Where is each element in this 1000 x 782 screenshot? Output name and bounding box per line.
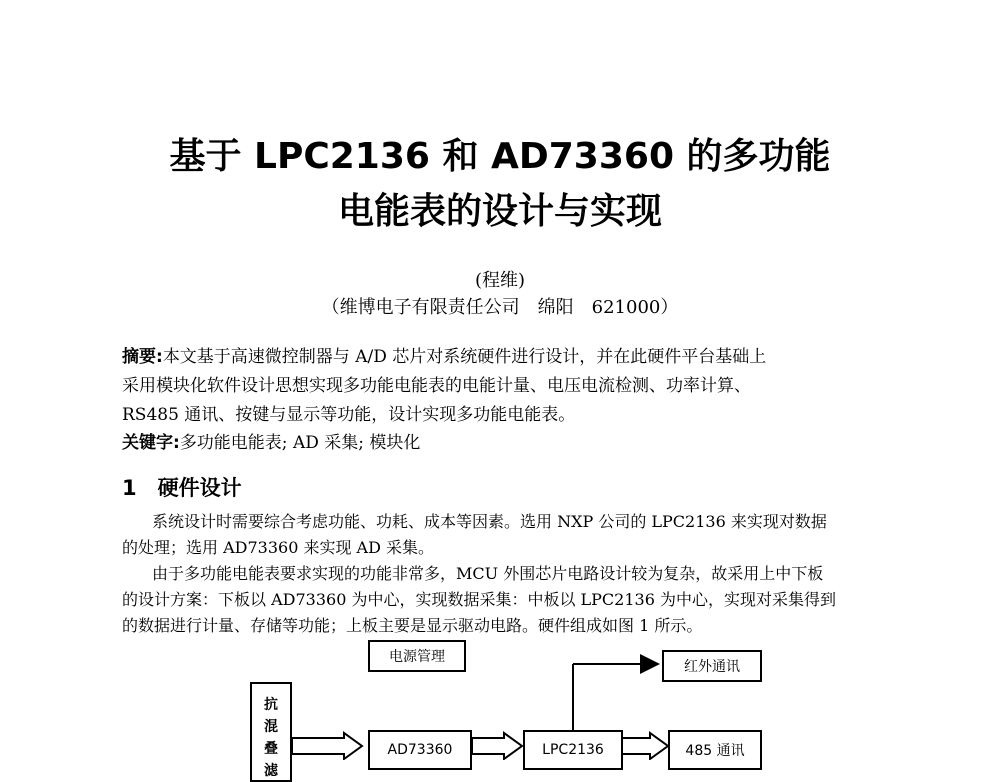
section-p1-line2: 的处理；选用 AD73360 来实现 AD 采集。 (122, 538, 435, 557)
paper-title-line2: 电能表的设计与实现 (337, 191, 662, 232)
filter-char-3: 叠 (264, 741, 278, 757)
affiliation: （维博电子有限责任公司 绵阳 621000） (321, 297, 679, 318)
anti-alias-filter-box (250, 682, 292, 782)
filter-char-4: 滤 (264, 763, 278, 779)
section-p1-line1: 系统设计时需要综合考虑功能、功耗、成本等因素。选用 NXP 公司的 LPC2136 来实现对数据 (152, 512, 827, 531)
arrow-filter-to-adc (292, 733, 362, 759)
filter-char-1: 抗 (264, 697, 278, 713)
abstract-line3: RS485 通讯、按键与显示等功能，设计实现多功能电能表。 (122, 405, 576, 425)
keywords-label: 关键字: (122, 433, 180, 453)
arrow-adc-to-mcu (472, 733, 522, 759)
section-heading: 1 硬件设计 (122, 476, 242, 500)
infrared-comm-box: 红外通讯 (662, 650, 762, 682)
lpc2136-box: LPC2136 (523, 730, 623, 770)
section-p2-line2: 的设计方案：下板以 AD73360 为中心，实现数据采集：中板以 LPC2136 为中心，实现对采集得到 (122, 590, 836, 609)
abstract-text-1: 本文基于高速微控制器与 A/D 芯片对系统硬件进行设计，并在此硬件平台基础上 (162, 347, 767, 367)
rs485-comm-box: 485 通讯 (668, 730, 762, 770)
power-management-box: 电源管理 (368, 640, 466, 672)
section-p2-line3: 的数据进行计量、存储等功能；上板主要是显示驱动电路。硬件组成如图 1 所示。 (122, 616, 703, 635)
abstract-label: 摘要: (122, 347, 163, 367)
keywords-text: 多功能电能表; AD 采集; 模块化 (179, 433, 421, 453)
paper-title-line1: 基于 LPC2136 和 AD73360 的多功能 (169, 136, 831, 177)
arrow-mcu-to-485 (622, 733, 668, 759)
author: (程维) (474, 270, 526, 291)
filter-char-2: 混 (264, 719, 278, 735)
section-p2-line1: 由于多功能电能表要求实现的功能非常多，MCU 外围芯片电路设计较为复杂，故采用上中下板 (152, 564, 824, 583)
ad73360-box: AD73360 (368, 730, 472, 770)
abstract-line2: 采用模块化软件设计思想实现多功能电能表的电能计量、电压电流检测、功率计算、 (122, 376, 751, 396)
